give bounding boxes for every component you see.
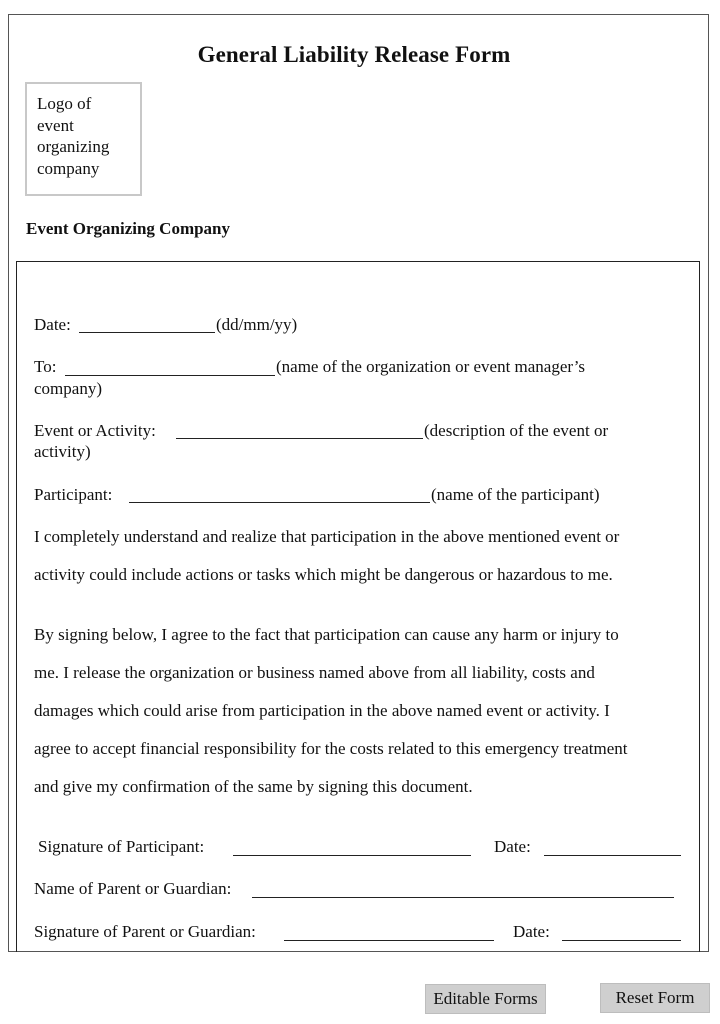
date-hint: (dd/mm/yy) bbox=[216, 315, 298, 334]
event-label: Event or Activity: bbox=[34, 421, 156, 440]
event-hint-continued: activity) bbox=[34, 442, 91, 461]
participant-signature-label: Signature of Participant: bbox=[38, 837, 205, 856]
date-label: Date: bbox=[34, 315, 71, 334]
editable-forms-button[interactable]: Editable Forms bbox=[425, 984, 546, 1014]
event-hint: (description of the event or bbox=[424, 421, 609, 440]
event-input-line[interactable] bbox=[176, 438, 423, 439]
reset-form-button[interactable]: Reset Form bbox=[600, 983, 710, 1013]
parent-signature-label: Signature of Parent or Guardian: bbox=[34, 922, 256, 941]
parent-signature-line[interactable] bbox=[284, 940, 494, 941]
parent-date-line[interactable] bbox=[562, 940, 681, 941]
parent-name-line[interactable] bbox=[252, 897, 674, 898]
to-input-line[interactable] bbox=[65, 375, 275, 376]
paragraph-2-line-4: agree to accept financial responsibility for the costs related to this emergency treatment bbox=[34, 739, 628, 758]
to-hint: (name of the organization or event manager’s bbox=[276, 357, 586, 376]
paragraph-2-line-3: damages which could arise from participation in the above named event or activity. I bbox=[34, 701, 610, 720]
form-title: General Liability Release Form bbox=[197, 42, 511, 67]
paragraph-2-line-1: By signing below, I agree to the fact that participation can cause any harm or injury to bbox=[34, 625, 619, 644]
participant-hint: (name of the participant) bbox=[431, 485, 600, 504]
logo-placeholder: Logo of event organizing company bbox=[25, 82, 142, 196]
participant-signature-line[interactable] bbox=[233, 855, 471, 856]
paragraph-2-line-5: and give my confirmation of the same by signing this document. bbox=[34, 777, 473, 796]
date-input-line[interactable] bbox=[79, 332, 215, 333]
company-label: Event Organizing Company bbox=[26, 219, 231, 238]
participant-label: Participant: bbox=[34, 485, 113, 504]
parent-name-label: Name of Parent or Guardian: bbox=[34, 879, 232, 898]
participant-input-line[interactable] bbox=[129, 502, 430, 503]
to-label: To: bbox=[34, 357, 57, 376]
paragraph-1-line-2: activity could include actions or tasks which might be dangerous or hazardous to me. bbox=[34, 565, 613, 584]
participant-date-line[interactable] bbox=[544, 855, 681, 856]
paragraph-2-line-2: me. I release the organization or business named above from all liability, costs and bbox=[34, 663, 595, 682]
participant-date-label: Date: bbox=[494, 837, 531, 856]
to-hint-continued: company) bbox=[34, 379, 102, 398]
parent-date-label: Date: bbox=[513, 922, 550, 941]
paragraph-1-line-1: I completely understand and realize that participation in the above mentioned event or bbox=[34, 527, 620, 546]
